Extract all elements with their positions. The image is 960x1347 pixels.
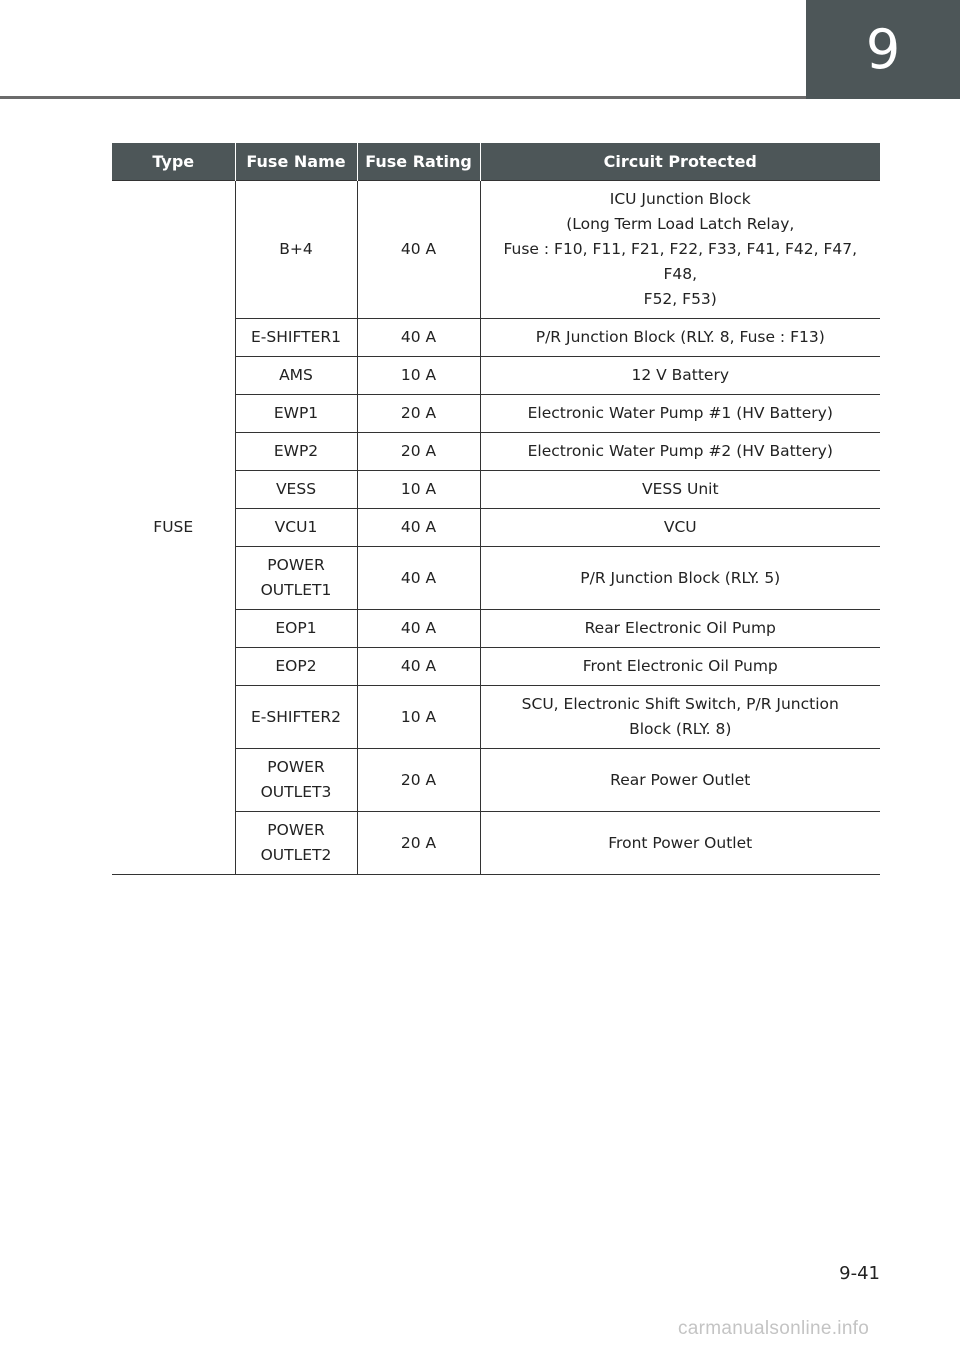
chapter-number: 9 <box>865 18 901 81</box>
fuse-name-cell <box>235 181 357 319</box>
fuse-name-cell <box>235 395 357 433</box>
fuse-name-line: POWER <box>267 758 325 776</box>
fuse-table <box>112 143 880 875</box>
fuse-rating-cell: 20 A <box>357 749 480 812</box>
fuse-rating-cell: 20 A <box>357 812 480 875</box>
fuse-name-cell <box>235 648 357 686</box>
fuse-name-line: OUTLET2 <box>260 846 332 864</box>
fuse-name-line: E-SHIFTER1 <box>251 328 341 346</box>
fuse-name-line: EWP2 <box>273 442 319 460</box>
circuit-protected-cell <box>480 686 880 749</box>
header-fuse-rating: Fuse Rating <box>357 143 480 181</box>
circuit-line: Front Electronic Oil Pump <box>582 657 778 675</box>
fuse-rating-cell: 40 A <box>357 319 480 357</box>
fuse-rating-cell: 10 A <box>357 357 480 395</box>
circuit-line: Front Power Outlet <box>608 833 753 852</box>
circuit-line: 12 V Battery <box>631 366 730 384</box>
circuit-protected-cell <box>480 509 880 547</box>
chapter-tab <box>806 0 960 99</box>
circuit-protected-cell <box>480 610 880 648</box>
header-type: Type <box>112 143 235 181</box>
circuit-protected-cell <box>480 395 880 433</box>
circuit-protected-cell <box>480 319 880 357</box>
fuse-name-cell <box>235 610 357 648</box>
fuse-rating-cell: 40 A <box>357 547 480 610</box>
circuit-line: ICU Junction Block <box>609 190 751 208</box>
circuit-line: Electronic Water Pump #2 (HV Battery) <box>527 442 833 460</box>
fuse-name-line: POWER <box>267 821 325 839</box>
fuse-name-cell <box>235 749 357 812</box>
circuit-line: F52, F53) <box>643 290 717 308</box>
table-body <box>112 181 880 875</box>
circuit-line: Electronic Water Pump #1 (HV Battery) <box>527 404 833 422</box>
watermark: carmanualsonline.info <box>678 1318 870 1339</box>
fuse-name-cell <box>235 812 357 875</box>
fuse-name-line: E-SHIFTER2 <box>251 707 341 726</box>
header-circuit-protected: Circuit Protected <box>480 143 880 181</box>
circuit-line: VCU <box>663 518 697 536</box>
circuit-line: Fuse : F10, F11, F21, F22, F33, F41, F42, F47, F48, <box>503 240 858 283</box>
circuit-protected-cell <box>480 749 880 812</box>
circuit-protected-cell <box>480 547 880 610</box>
fuse-name-cell <box>235 509 357 547</box>
circuit-protected-cell <box>480 357 880 395</box>
fuse-name-line: AMS <box>279 366 313 384</box>
fuse-name-line: OUTLET3 <box>260 783 332 801</box>
circuit-protected-cell <box>480 181 880 319</box>
table-row <box>112 181 880 319</box>
header-rule <box>0 96 806 99</box>
circuit-protected-cell <box>480 648 880 686</box>
fuse-name-cell <box>235 686 357 749</box>
fuse-name-line: B+4 <box>279 240 313 258</box>
circuit-protected-cell <box>480 433 880 471</box>
fuse-name-line: EOP1 <box>275 619 317 637</box>
fuse-name-line: VESS <box>275 480 317 498</box>
fuse-rating-cell: 20 A <box>357 395 480 433</box>
fuse-name-line: EWP1 <box>273 404 319 422</box>
circuit-line: SCU, Electronic Shift Switch, P/R Junction <box>521 695 839 713</box>
circuit-line: Rear Electronic Oil Pump <box>584 619 776 637</box>
fuse-rating-cell: 10 A <box>357 471 480 509</box>
circuit-protected-cell <box>480 471 880 509</box>
fuse-name-line: VCU1 <box>274 518 318 536</box>
fuse-name-cell <box>235 357 357 395</box>
type-cell: FUSE <box>112 181 235 875</box>
circuit-line: Rear Power Outlet <box>610 770 751 789</box>
fuse-rating-cell: 40 A <box>357 509 480 547</box>
circuit-protected-cell <box>480 812 880 875</box>
fuse-rating-cell: 40 A <box>357 648 480 686</box>
circuit-line: P/R Junction Block (RLY. 8, Fuse : F13) <box>535 328 825 346</box>
circuit-line: Block (RLY. 8) <box>629 720 732 738</box>
circuit-line: (Long Term Load Latch Relay, <box>566 215 795 233</box>
circuit-line: P/R Junction Block (RLY. 5) <box>580 568 781 587</box>
fuse-rating-cell: 40 A <box>357 610 480 648</box>
circuit-line: VESS Unit <box>641 480 719 498</box>
fuse-name-cell <box>235 471 357 509</box>
fuse-name-cell <box>235 547 357 610</box>
fuse-rating-cell: 20 A <box>357 433 480 471</box>
fuse-rating-cell: 10 A <box>357 686 480 749</box>
header-fuse-name: Fuse Name <box>235 143 357 181</box>
fuse-name-line: OUTLET1 <box>260 581 332 599</box>
fuse-name-line: EOP2 <box>275 657 317 675</box>
page-number: 9-41 <box>839 1263 880 1284</box>
fuse-name-cell <box>235 433 357 471</box>
fuse-name-cell <box>235 319 357 357</box>
fuse-rating-cell: 40 A <box>357 181 480 319</box>
table-header-row <box>112 143 880 181</box>
fuse-name-line: POWER <box>267 556 325 574</box>
